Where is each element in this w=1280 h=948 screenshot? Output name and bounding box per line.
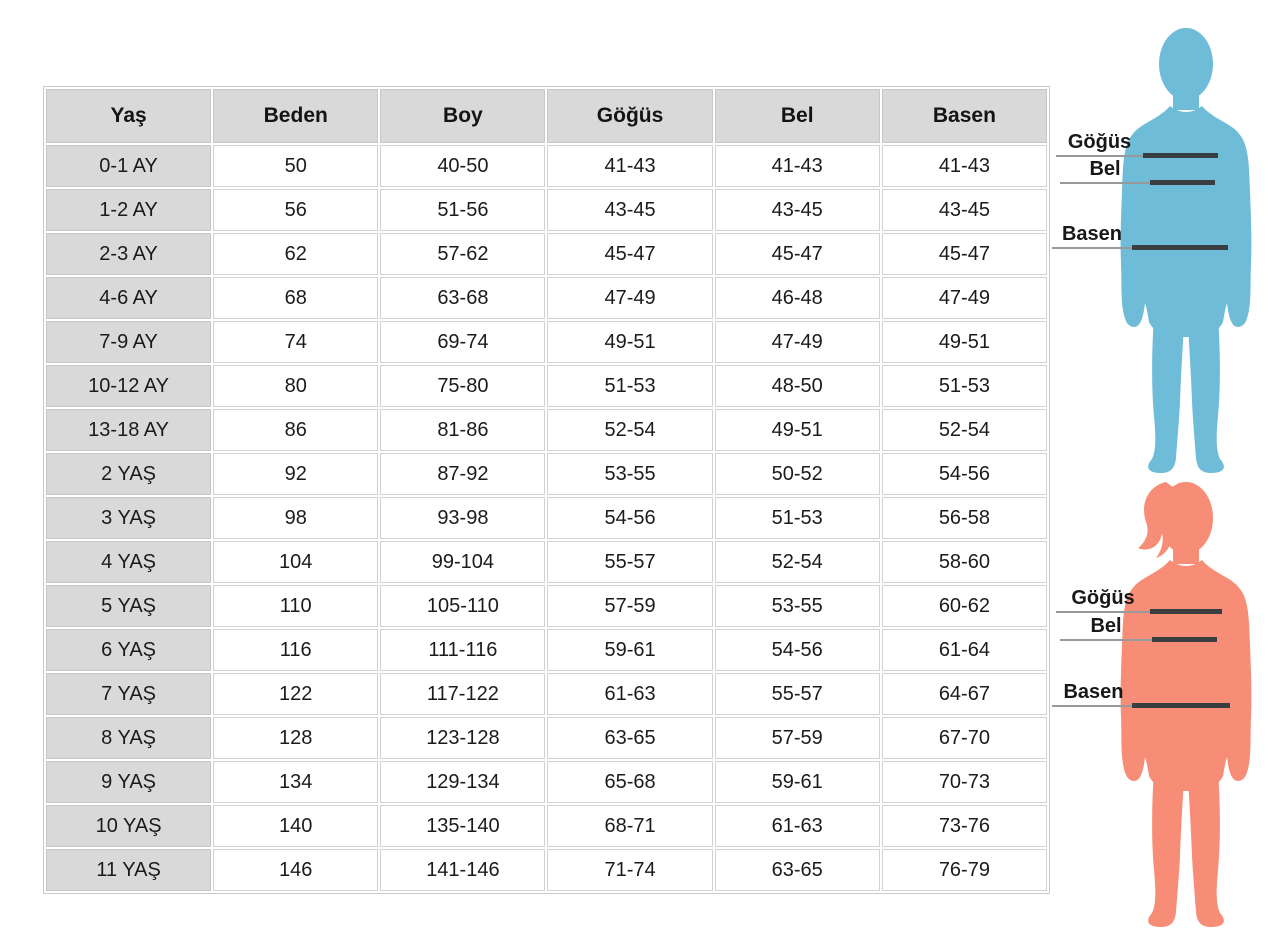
waist-cell: 52-54 [715, 541, 880, 583]
hip-cell: 45-47 [882, 233, 1047, 275]
size-cell: 74 [213, 321, 378, 363]
chest-cell: 53-55 [547, 453, 712, 495]
height-cell: 93-98 [380, 497, 545, 539]
height-cell: 123-128 [380, 717, 545, 759]
chest-cell: 68-71 [547, 805, 712, 847]
table-row [46, 453, 1047, 495]
age-cell: 3 YAŞ [46, 497, 211, 539]
waist-cell: 45-47 [715, 233, 880, 275]
girl-waist-label: Bel [1090, 615, 1122, 637]
hip-cell: 52-54 [882, 409, 1047, 451]
chest-cell: 63-65 [547, 717, 712, 759]
chest-cell: 71-74 [547, 849, 712, 891]
girl-waist-measure [1060, 617, 1217, 642]
boy-chest-measure-bar [1143, 153, 1218, 158]
age-cell: 2-3 AY [46, 233, 211, 275]
size-cell: 92 [213, 453, 378, 495]
size-chart-body [46, 145, 1047, 891]
table-row [46, 541, 1047, 583]
chest-cell: 55-57 [547, 541, 712, 583]
age-cell: 5 YAŞ [46, 585, 211, 627]
size-cell: 122 [213, 673, 378, 715]
size-chart-header [46, 89, 1047, 143]
boy-waist-label: Bel [1089, 158, 1121, 180]
girl-chest-measure [1056, 588, 1222, 614]
girl-chest-label: Göğüs [1071, 587, 1135, 609]
size-cell: 56 [213, 189, 378, 231]
girl-hip-measure-bar [1132, 703, 1230, 708]
waist-cell: 59-61 [715, 761, 880, 803]
waist-cell: 46-48 [715, 277, 880, 319]
size-cell: 140 [213, 805, 378, 847]
hip-cell: 56-58 [882, 497, 1047, 539]
hip-cell: 49-51 [882, 321, 1047, 363]
chest-cell: 43-45 [547, 189, 712, 231]
height-cell: 69-74 [380, 321, 545, 363]
size-cell: 128 [213, 717, 378, 759]
waist-cell: 51-53 [715, 497, 880, 539]
chest-cell: 51-53 [547, 365, 712, 407]
hip-cell: 64-67 [882, 673, 1047, 715]
column-header-size: Beden [213, 89, 378, 143]
column-header-chest: Göğüs [547, 89, 712, 143]
waist-cell: 41-43 [715, 145, 880, 187]
chest-cell: 41-43 [547, 145, 712, 187]
height-cell: 57-62 [380, 233, 545, 275]
hip-cell: 51-53 [882, 365, 1047, 407]
hip-cell: 41-43 [882, 145, 1047, 187]
age-cell: 13-18 AY [46, 409, 211, 451]
hip-cell: 43-45 [882, 189, 1047, 231]
hip-cell: 54-56 [882, 453, 1047, 495]
waist-cell: 49-51 [715, 409, 880, 451]
age-cell: 10 YAŞ [46, 805, 211, 847]
chest-cell: 65-68 [547, 761, 712, 803]
table-row [46, 761, 1047, 803]
table-row [46, 233, 1047, 275]
height-cell: 105-110 [380, 585, 545, 627]
table-row [46, 145, 1047, 187]
hip-cell: 67-70 [882, 717, 1047, 759]
waist-cell: 48-50 [715, 365, 880, 407]
size-cell: 98 [213, 497, 378, 539]
height-cell: 63-68 [380, 277, 545, 319]
column-header-height: Boy [380, 89, 545, 143]
age-cell: 8 YAŞ [46, 717, 211, 759]
table-row [46, 497, 1047, 539]
height-cell: 75-80 [380, 365, 545, 407]
table-row [46, 321, 1047, 363]
hip-cell: 61-64 [882, 629, 1047, 671]
column-header-hip: Basen [882, 89, 1047, 143]
size-chart-table [43, 86, 1050, 894]
waist-cell: 61-63 [715, 805, 880, 847]
table-row [46, 629, 1047, 671]
boy-waist-measure [1060, 160, 1215, 185]
size-cell: 110 [213, 585, 378, 627]
chest-cell: 45-47 [547, 233, 712, 275]
column-header-waist: Bel [715, 89, 880, 143]
chest-cell: 61-63 [547, 673, 712, 715]
size-cell: 62 [213, 233, 378, 275]
chest-cell: 54-56 [547, 497, 712, 539]
table-row [46, 277, 1047, 319]
waist-cell: 55-57 [715, 673, 880, 715]
size-cell: 80 [213, 365, 378, 407]
table-row [46, 849, 1047, 891]
height-cell: 135-140 [380, 805, 545, 847]
column-header-age: Yaş [46, 89, 211, 143]
waist-cell: 63-65 [715, 849, 880, 891]
waist-cell: 47-49 [715, 321, 880, 363]
boy-chest-measure [1056, 132, 1218, 158]
waist-cell: 57-59 [715, 717, 880, 759]
size-cell: 134 [213, 761, 378, 803]
age-cell: 7-9 AY [46, 321, 211, 363]
girl-hip-measure [1052, 682, 1230, 708]
boy-waist-measure-bar [1150, 180, 1215, 185]
chest-cell: 47-49 [547, 277, 712, 319]
age-cell: 6 YAŞ [46, 629, 211, 671]
boy-hip-measure-bar [1132, 245, 1228, 250]
chest-cell: 49-51 [547, 321, 712, 363]
age-cell: 2 YAŞ [46, 453, 211, 495]
age-cell: 1-2 AY [46, 189, 211, 231]
girl-hip-label: Basen [1063, 681, 1124, 703]
height-cell: 111-116 [380, 629, 545, 671]
size-cell: 50 [213, 145, 378, 187]
height-cell: 81-86 [380, 409, 545, 451]
waist-cell: 50-52 [715, 453, 880, 495]
table-row [46, 585, 1047, 627]
header-row [46, 89, 1047, 143]
height-cell: 51-56 [380, 189, 545, 231]
boy-hip-label: Basen [1061, 223, 1123, 245]
size-cell: 116 [213, 629, 378, 671]
hip-cell: 60-62 [882, 585, 1047, 627]
height-cell: 40-50 [380, 145, 545, 187]
chest-cell: 52-54 [547, 409, 712, 451]
waist-cell: 43-45 [715, 189, 880, 231]
age-cell: 7 YAŞ [46, 673, 211, 715]
size-cell: 146 [213, 849, 378, 891]
age-cell: 4 YAŞ [46, 541, 211, 583]
height-cell: 87-92 [380, 453, 545, 495]
boy-chest-label: Göğüs [1067, 131, 1132, 153]
height-cell: 99-104 [380, 541, 545, 583]
waist-cell: 54-56 [715, 629, 880, 671]
table-row [46, 365, 1047, 407]
table-row [46, 409, 1047, 451]
girl-waist-measure-bar [1152, 637, 1217, 642]
hip-cell: 70-73 [882, 761, 1047, 803]
chest-cell: 57-59 [547, 585, 712, 627]
table-row [46, 189, 1047, 231]
age-cell: 4-6 AY [46, 277, 211, 319]
girl-chest-measure-bar [1150, 609, 1222, 614]
size-cell: 68 [213, 277, 378, 319]
size-cell: 104 [213, 541, 378, 583]
age-cell: 11 YAŞ [46, 849, 211, 891]
hip-cell: 58-60 [882, 541, 1047, 583]
age-cell: 10-12 AY [46, 365, 211, 407]
boy-hip-measure [1052, 224, 1228, 250]
waist-cell: 53-55 [715, 585, 880, 627]
boy-body-shape [1121, 28, 1252, 473]
table-row [46, 673, 1047, 715]
hip-cell: 47-49 [882, 277, 1047, 319]
table-row [46, 805, 1047, 847]
chest-cell: 59-61 [547, 629, 712, 671]
table-row [46, 717, 1047, 759]
height-cell: 117-122 [380, 673, 545, 715]
height-cell: 129-134 [380, 761, 545, 803]
height-cell: 141-146 [380, 849, 545, 891]
hip-cell: 76-79 [882, 849, 1047, 891]
age-cell: 0-1 AY [46, 145, 211, 187]
hip-cell: 73-76 [882, 805, 1047, 847]
age-cell: 9 YAŞ [46, 761, 211, 803]
size-cell: 86 [213, 409, 378, 451]
